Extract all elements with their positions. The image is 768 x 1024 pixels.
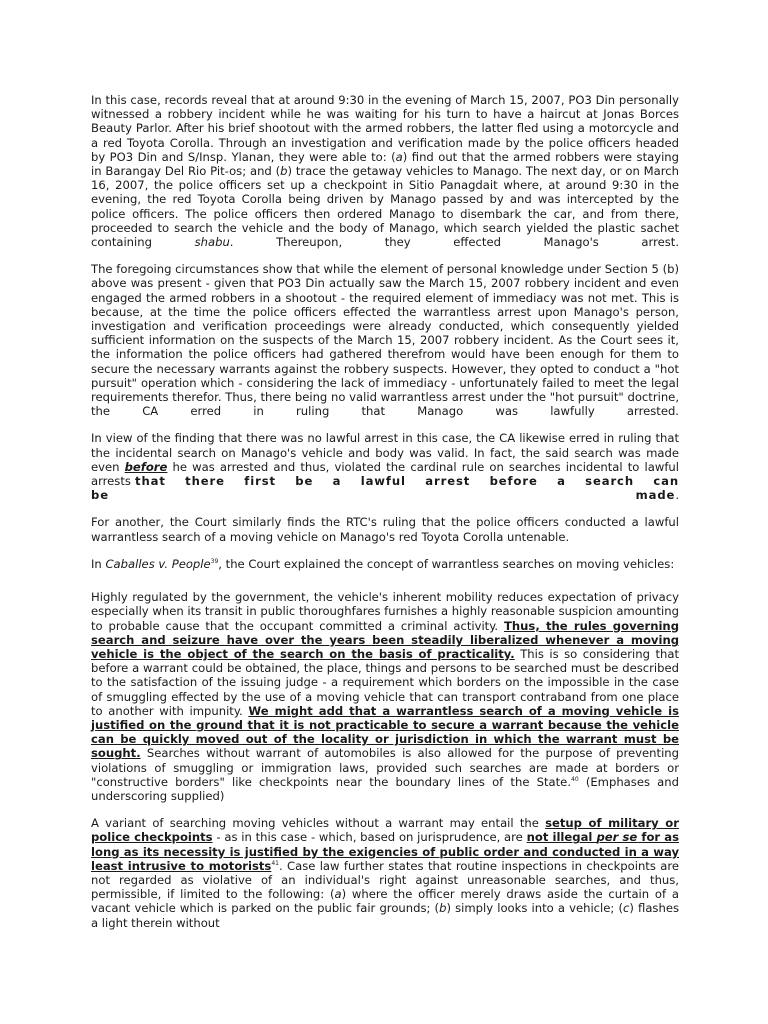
document-body [91, 93, 679, 943]
enum-a: a [334, 887, 342, 902]
text: A variant of searching moving vehicles without a warrant may entail the [91, 816, 546, 831]
text: ) find out that the armed robbers were staying in Barangay Del Rio Pit-os; and ( [91, 149, 680, 179]
text: - as in this case - which, based on jurisprudence, are [212, 830, 527, 845]
bold-rule: that there first be a lawful arrest before a search can be made [91, 474, 679, 503]
text: Searches without warrant of automobiles is also allowed for the purpose of preventing violations of smuggling or immigration laws, provided such searches are made at borders or "constructive borders" like checkpoints near the boundary lines of the State. [91, 746, 679, 789]
text: he was arrested and thus, violated the cardinal rule on searches incidental to lawful arrests [91, 459, 679, 489]
latin-term: per se [596, 830, 638, 845]
enum-b: b [280, 164, 288, 179]
text: In this case, records reveal that at around 9:30 in the evening of March 15, 2007, PO3 Din personally witnessed a robbery incident while he was waiting for his turn to have a haircut at Jonas Borces Beauty Parlor. After his brief shootout with the armed robbers, the latter fled using a motorcycle and a red Toyota Corolla. Through an investigation and verification made by the police officers headed by PO3 Din and S/Insp. Ylanan, they were able to: ( [91, 93, 679, 164]
shabu-term: shabu [194, 235, 230, 250]
text: (Emphases and underscoring supplied) [91, 774, 679, 803]
underlined-emphasis: not illegal [526, 830, 597, 845]
text: . [675, 488, 679, 503]
underlined-emphasis: We might add that a warrantless search of a moving vehicle is justified on the ground that it is not practicable to secure a warrant because the vehicle can be quickly moved out of the locality or jurisdiction in which the warrant must be sought. [91, 703, 679, 761]
paragraph-rtc-ruling: For another, the Court similarly finds the RTC's ruling that the police officers conducted a lawful warrantless search of a moving vehicle on Manago's red Toyota Corolla untenable. [91, 515, 679, 544]
case-name: Caballes v. People [105, 556, 211, 571]
paragraph-checkpoints [91, 816, 679, 930]
text: . Thereupon, they effected Manago's arrest. [229, 235, 680, 250]
before-emphasis: before [124, 459, 168, 474]
text: . Case law further states that routine inspections in checkpoints are not regarded as violative of an individual's right against unreasonable searches, and thus, permissible, if limited to the following: ( [91, 858, 679, 902]
enum-c: c [622, 901, 630, 916]
text: This is so considering that before a warrant could be obtained, the place, things and persons to be searched must be described to the satisfaction of the issuing judge - a requirement which borders on the impossible in the case of smuggling effected by the use of a moving vehicle that can transport contraband from one place to another with impunity. [91, 646, 679, 718]
block-quote [91, 590, 679, 803]
text: , the Court explained the concept of warrantless searches on moving vehicles: [218, 556, 675, 571]
text: In view of the finding that there was no lawful arrest in this case, the CA likewise erred in ruling that the incidental search on Manago's vehicle and body was valid. In fact, the said search was made even [91, 431, 679, 474]
footnote-ref: 40 [571, 775, 579, 783]
text: In [91, 556, 106, 571]
text: Highly regulated by the government, the vehicle's inherent mobility reduces expectation of privacy especially when its transit in public thoroughfares furnishes a highly reasonable suspicion amounting to probable cause that the occupant committed a criminal activity. [91, 590, 679, 633]
text: ) flashes a light therein without [91, 901, 679, 930]
enum-a: a [395, 149, 403, 164]
text: ) where the officer merely draws aside the curtain of a vacant vehicle which is parked on the public fair grounds; ( [91, 887, 679, 916]
underlined-emphasis: for as long as its necessity is justified by the exigencies of public order and conducted in a way least intrusive to motorists [91, 830, 679, 873]
paragraph-incidental-search [91, 431, 679, 502]
text: ) simply looks into a vehicle; ( [446, 901, 623, 916]
footnote-ref: 39 [210, 557, 219, 565]
paragraph-immediacy: The foregoing circumstances show that while the element of personal knowledge under Section 5 (b) above was present - given that PO3 Din actually saw the March 15, 2007 robbery incident and even engaged the armed robbers in a shootout - the required element of immediacy was not met. This is because, at the time the police officers effected the warrantless arrest upon Manago's person, investigation and verification proceedings were already conducted, which consequently yielded sufficient information on the suspects of the March 15, 2007 robbery incident. As the Court sees it, the information the police officers had gathered therefrom would have been enough for them to secure the necessary warrants against the robbery suspects. However, they opted to conduct a "hot pursuit" operation which - considering the lack of immediacy - unfortunately failed to meet the legal requirements therefor. Thus, there being no valid warrantless arrest under the "hot pursuit" doctrine, the CA erred in ruling that Manago was lawfully arrested. [91, 262, 679, 419]
paragraph-facts [91, 93, 679, 249]
footnote-ref: 41 [271, 859, 279, 867]
underlined-emphasis: Thus, the rules governing search and seizure have over the years been steadily liberalized whenever a moving vehicle is the object of the search on the basis of practicality. [91, 618, 679, 661]
enum-b: b [439, 901, 447, 916]
underlined-emphasis: setup of military or police checkpoints [91, 816, 679, 845]
text: ) trace the getaway vehicles to Manago. The next day, or on March 16, 2007, the police officers set up a checkpoint in Sitio Panagdait where, at around 9:30 in the evening, the red Toyota Corolla being driven by Manago passed by and was intercepted by the police officers. The police officers then ordered Manago to disembark the car, and from there, proceeded to search the vehicle and the body of Manago, which search yielded the plastic sachet containing [91, 164, 679, 250]
paragraph-caballes [91, 557, 679, 571]
